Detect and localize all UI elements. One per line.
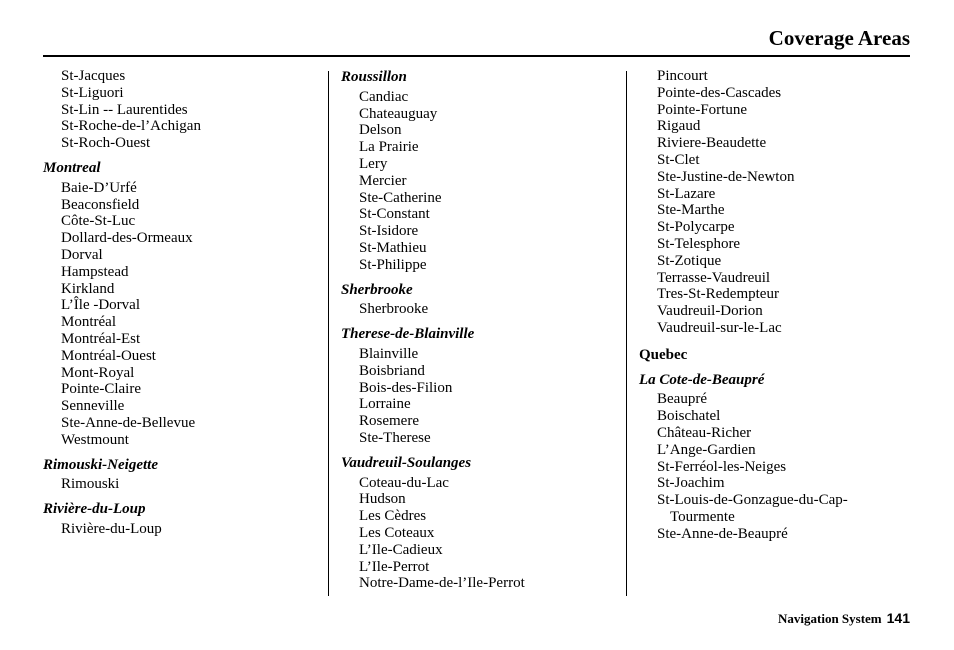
page-title: Coverage Areas [768,26,910,50]
place-name: Blainville [359,345,419,362]
region-group [341,69,621,274]
place-name: St-Jacques [61,68,126,84]
place-name: Pincourt [657,68,708,84]
place-name: St-Philippe [359,256,427,273]
place-name: Mercier [359,172,407,189]
place-name: Beaupré [657,391,707,408]
region-group [341,326,621,447]
place-name: Baie-D’Urfé [61,179,137,196]
page-number: 141 [886,610,910,626]
region-group [639,347,919,543]
place-name: Ste-Anne-de-Bellevue [61,414,196,431]
place-name: Kirkland [61,280,115,297]
place-name: Dorval [61,246,103,263]
place-name: Pointe-Fortune [657,101,747,118]
region-group [639,68,919,337]
column-1 [43,69,323,538]
place-name: Ste-Anne-de-Beaupré [657,525,788,542]
place-name: Vaudreuil-Dorion [657,303,763,320]
province-heading: Quebec [639,346,688,363]
column-2 [341,69,621,592]
region-heading: La Cote-de-Beaupré [639,371,765,388]
place-name: St-Zotique [657,252,722,269]
footer-section-label: Navigation System [778,611,882,626]
place-name: Les Cèdres [359,508,427,525]
region-heading: Vaudreuil-Soulanges [341,454,472,471]
place-name: Beaconsfield [61,196,140,213]
column-divider-2 [626,71,627,596]
place-name: St-Louis-de-Gonzague-du-Cap- [657,492,848,509]
column-3 [639,69,919,543]
place-name: Rosemere [359,413,419,430]
place-name: St-Joachim [657,475,725,492]
place-name: St-Roche-de-l’Achigan [61,118,201,135]
place-name: L’Ange-Gardien [657,441,756,458]
place-name: Lorraine [359,396,411,413]
place-name: L’Ile-Perrot [359,558,430,575]
place-name: Boisbriand [359,362,425,379]
place-name: Hampstead [61,263,129,280]
place-name: Dollard-des-Ormeaux [61,230,193,247]
place-name: St-Isidore [359,223,419,240]
place-name: L’Île -Dorval [61,297,140,314]
place-name: St-Lazare [657,185,716,202]
region-heading: Rimouski-Neigette [43,456,158,473]
place-name: St-Mathieu [359,239,427,256]
place-name: St-Constant [359,206,430,223]
region-group [43,160,323,449]
place-name: Ste-Marthe [657,202,725,219]
place-name: Montréal [61,314,116,331]
place-name: Boischatel [657,408,721,425]
place-name: Tourmente [670,508,735,525]
place-name: Delson [359,122,402,139]
place-name: Vaudreuil-sur-le-Lac [657,319,782,336]
place-name: Ste-Catherine [359,189,442,206]
place-name: Bois-des-Filion [359,379,453,396]
region-heading: Therese-de-Blainville [341,326,475,343]
place-name: St-Telesphore [657,235,741,252]
header-rule [43,55,910,57]
region-group [341,455,621,592]
place-name: Candiac [359,88,409,105]
place-name: St-Polycarpe [657,219,735,236]
place-name: Rimouski [61,476,120,493]
place-name: Côte-St-Luc [61,213,136,230]
place-name: Notre-Dame-de-l’Ile-Perrot [359,575,525,592]
place-name: St-Roch-Ouest [61,135,151,152]
place-name: Coteau-du-Lac [359,474,449,491]
page-footer [778,610,910,627]
place-name: Westmount [61,431,129,448]
place-name: Pointe-Claire [61,381,141,398]
place-name: Hudson [359,491,406,508]
region-heading: Montreal [43,159,101,176]
place-name: Rivière-du-Loup [61,520,162,537]
place-name: Ste-Therese [359,429,431,446]
place-name: St-Ferréol-les-Neiges [657,458,787,475]
region-group [43,457,323,494]
place-name: Montréal-Est [61,330,141,347]
column-divider-1 [328,71,329,596]
place-name: Chateauguay [359,105,438,122]
place-name: Mont-Royal [61,364,135,381]
region-heading: Rivière-du-Loup [43,501,146,518]
place-name: La Prairie [359,139,419,156]
region-group [43,68,323,152]
region-group [43,501,323,538]
place-name: Les Coteaux [359,524,435,541]
place-name: St-Lin -- Laurentides [61,101,188,118]
place-name: Pointe-des-Cascades [657,84,782,101]
place-name: St-Liguori [61,84,124,101]
region-heading: Roussillon [341,69,407,85]
place-name: Rigaud [657,118,701,135]
place-name: L’Ile-Cadieux [359,541,443,558]
place-name: Montréal-Ouest [61,347,156,364]
place-name: Château-Richer [657,424,752,441]
region-group [341,282,621,319]
place-name: Lery [359,155,388,172]
place-name: Tres-St-Redempteur [657,286,779,303]
place-name: Ste-Justine-de-Newton [657,168,795,185]
region-heading: Sherbrooke [341,281,413,298]
place-name: Senneville [61,398,125,415]
place-name: Riviere-Beaudette [657,135,767,152]
place-name: St-Clet [657,151,700,168]
place-name: Terrasse-Vaudreuil [657,269,771,286]
place-name: Sherbrooke [359,301,429,318]
